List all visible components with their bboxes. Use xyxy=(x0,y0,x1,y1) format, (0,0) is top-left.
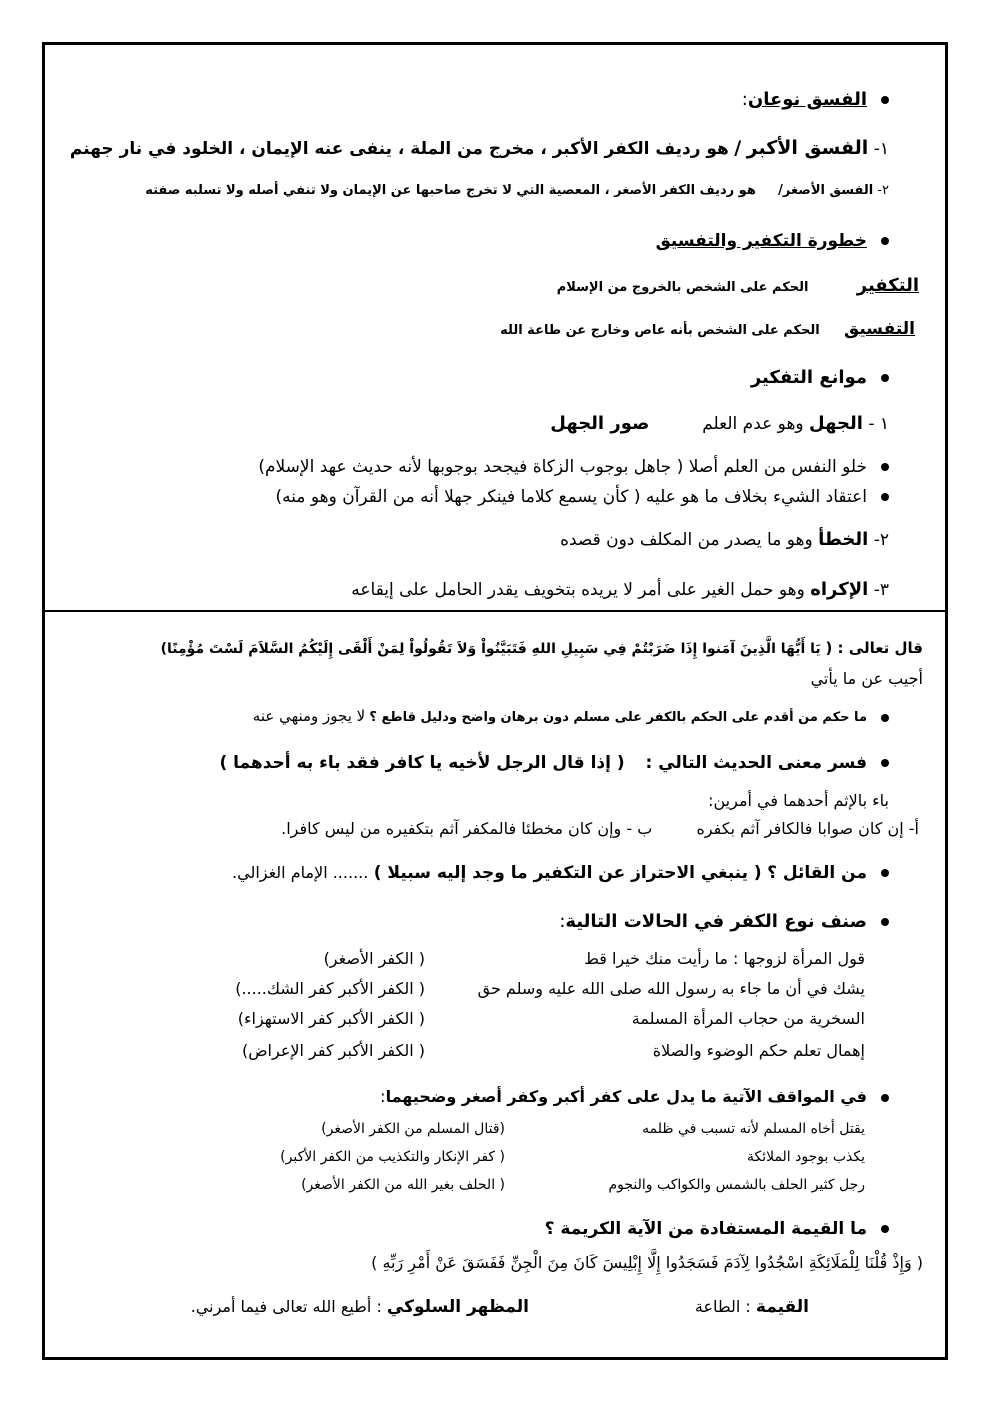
bullet-icon xyxy=(881,1225,889,1233)
q2-answer-cases: أ- إن كان صوابا فالكافر آثم بكفره ب - وإن كان مخطئا فالمكفر آثم بتكفيره من ليس كافرا. xyxy=(281,819,919,838)
ignorance-line: ١ - الجهل وهو عدم العلم صور الجهل xyxy=(550,413,889,434)
bullet-icon xyxy=(881,918,889,926)
coercion-line: ٣- الإكراه وهو حمل الغير على أمر لا يريده بتخويف يقدر الحامل على إيقاعه xyxy=(351,579,889,600)
bullet-icon xyxy=(881,759,889,767)
q6-verse: ( وَإِذْ قُلْنَا لِلْمَلَائِكَةِ اسْجُدُوا لِآدَمَ فَسَجَدُوا إِلَّا إِبْلِيسَ كَانَ مِنَ الْجِنِّ فَفَسَقَ عَنْ أَمْرِ رَبِّهِ ) xyxy=(371,1253,923,1272)
q4-answer-3: ( الكفر الأكبر كفر الاستهزاء) xyxy=(237,1009,425,1028)
answer-prompt: أجيب عن ما يأتي xyxy=(810,669,923,688)
bullet-icon xyxy=(881,463,889,471)
q5-answer-3: ( الحلف بغير الله من الكفر الأصغر) xyxy=(301,1177,505,1193)
takfir-line: التكفير الحكم على الشخص بالخروج من الإسلام xyxy=(556,275,919,296)
danger-heading: خطورة التكفير والتفسيق xyxy=(656,231,889,251)
q4-answer-2: ( الكفر الأكبر كفر الشك.....) xyxy=(235,979,425,998)
bullet-icon xyxy=(881,869,889,877)
q4-statement-3: السخرية من حجاب المرأة المسلمة xyxy=(631,1009,865,1028)
bullet-icon xyxy=(881,96,889,104)
q4-heading: صنف نوع الكفر في الحالات التالية: xyxy=(559,911,889,932)
bullet-icon xyxy=(881,714,889,722)
bullet-icon xyxy=(881,237,889,245)
q5-heading: في المواقف الآتية ما يدل على كفر أكبر وكفر أصغر وضحيهما: xyxy=(380,1087,889,1106)
q3-line: من القائل ؟ ( ينبغي الاحتراز عن التكفير ما وجد إليه سبيلا ) ....... الإمام الغزالي. xyxy=(232,863,889,883)
fisq-minor-line: ٢- الفسق الأصغر/ هو رديف الكفر الأصغر ، المعصية التي لا تخرج صاحبها عن الإيمان ولا تنفي أصله ولا تسلبه صفته xyxy=(145,183,889,198)
fisq-major-line: ١- الفسق الأكبر / هو رديف الكفر الأكبر ، مخرج من الملة ، ينفى عنه الإيمان ، الخلود في نار جهنم xyxy=(69,137,889,159)
section-divider xyxy=(45,610,945,612)
q4-statement-1: قول المرأة لزوجها : ما رأيت منك خيرا قط xyxy=(584,949,865,968)
q4-answer-1: ( الكفر الأصغر) xyxy=(323,949,425,968)
bullet-icon xyxy=(881,1094,889,1102)
mistake-line: ٢- الخطأ وهو ما يصدر من المكلف دون قصده xyxy=(560,529,889,550)
q5-statement-2: يكذب بوجود الملائكة xyxy=(746,1149,865,1165)
q4-answer-4: ( الكفر الأكبر كفر الإعراض) xyxy=(241,1041,425,1060)
bullet-icon xyxy=(881,493,889,501)
worksheet-frame xyxy=(42,42,948,1360)
bullet-icon xyxy=(881,374,889,382)
q2-line: فسر معنى الحديث التالي : ( إذا قال الرجل لأخيه يا كافر فقد باء به أحدهما ) xyxy=(219,753,889,773)
verse-line: قال تعالى : ( يَا أَيُّهَا الَّذِينَ آمَنوا إِذَا ضَرَبْتُمْ فِي سَبِيلِ اللهِ فَتَبَيَّنُواْ وَلاَ تَقُولُواْ لِمَنْ أَلْقَى إِلَيْكُمُ السَّلاَمَ لَسْتَ مُؤْمِنًا) xyxy=(160,639,923,657)
q1-line: ما حكم من أقدم على الحكم بالكفر على مسلم دون برهان واضح ودليل قاطع ؟ لا يجوز ومنهي عنه xyxy=(253,707,889,725)
q5-answer-1: (قتال المسلم من الكفر الأصغر) xyxy=(321,1121,505,1137)
ignorance-form-2: اعتقاد الشيء بخلاف ما هو عليه ( كأن يسمع كلاما فينكر جهلا أنه من القرآن وهو منه) xyxy=(275,487,889,507)
q4-statement-4: إهمال تعلم حكم الوضوء والصلاة xyxy=(652,1041,865,1060)
fisq-types-heading: الفسق نوعان: xyxy=(742,89,889,110)
ignorance-form-1: خلو النفس من العلم أصلا ( جاهل بوجوب الزكاة فيجحد بوجوبها لأنه حديث عهد الإسلام) xyxy=(258,457,889,477)
q6-heading: ما القيمة المستفادة من الآية الكريمة ؟ xyxy=(545,1219,889,1239)
q5-answer-2: ( كفر الإنكار والتكذيب من الكفر الأكبر) xyxy=(280,1149,505,1165)
obstacles-heading: موانع التفكير xyxy=(751,367,889,388)
q2-answer-intro: باء بالإثم أحدهما في أمرين: xyxy=(708,791,889,810)
q4-statement-2: يشك في أن ما جاء به رسول الله صلى الله عليه وسلم حق xyxy=(477,979,865,998)
behavior-line: المظهر السلوكي : أطيع الله تعالى فيما أمرني. xyxy=(190,1297,529,1317)
q5-statement-3: رجل كثير الحلف بالشمس والكواكب والنجوم xyxy=(608,1177,865,1193)
q5-statement-1: يقتل أخاه المسلم لأنه تسبب في ظلمه xyxy=(642,1121,865,1137)
value-line: القيمة : الطاعة xyxy=(694,1297,809,1317)
tafsiq-line: التفسيق الحكم على الشخص بأنه عاص وخارج عن طاعة الله xyxy=(500,319,915,339)
